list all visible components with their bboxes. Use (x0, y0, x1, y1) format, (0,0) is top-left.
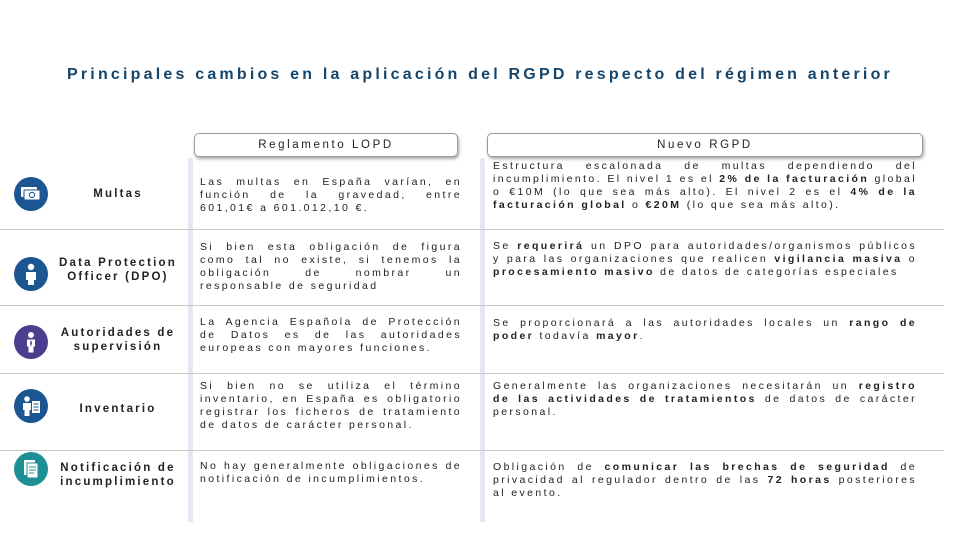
row-divider (0, 450, 944, 451)
rgpd-cell: Generalmente las organizaciones necesitarán un registro de las actividades de tratamientos de datos de carácter personal. (493, 380, 917, 418)
highlight-text: €20M (645, 199, 682, 211)
lopd-cell: La Agencia Española de Protección de Datos es de las autoridades europeas con mayores funciones. (200, 316, 462, 354)
column-divider-lopd (188, 158, 193, 522)
person-icon (14, 257, 48, 291)
column-header-lopd: Reglamento LOPD (194, 133, 458, 157)
rgpd-cell: Estructura escalonada de multas dependiendo del incumplimiento. El nivel 1 es el 2% de la facturación global o €10M (lo que sea más alto). El nivel 2 es el 4% de la facturación global o €20M (lo que sea más alto). (493, 160, 917, 211)
money-icon (14, 177, 48, 211)
rgpd-cell: Se requerirá un DPO para autoridades/organismos públicos y para las organizaciones que realicen vigilancia masiva o procesamiento masivo de datos de categorías especiales (493, 240, 917, 278)
highlight-text: comunicar las brechas de seguridad (604, 461, 890, 473)
highlight-text: 72 horas (767, 474, 832, 486)
highlight-text: rango de poder (493, 317, 917, 342)
row-label: Multas (93, 188, 143, 200)
lopd-cell: Si bien esta obligación de figura como tal no existe, si tenemos la obligación de nombrar un responsable de seguridad (200, 241, 462, 292)
highlight-text: procesamiento masivo (493, 266, 655, 278)
row-label: Autoridades de supervisión (60, 327, 176, 353)
rgpd-cell: Obligación de comunicar las brechas de seguridad de privacidad al regulador dentro de las 72 horas posteriores al evento. (493, 461, 918, 499)
page-title: Principales cambios en la aplicación del RGPD respecto del régimen anterior (67, 66, 893, 83)
highlight-text: 2% de la facturación (719, 173, 870, 185)
lopd-cell: Si bien no se utiliza el término inventario, en España es obligatorio registrar los ficheros de tratamiento de datos de carácter personal. (200, 380, 462, 431)
row-label: Notificación de incumplimiento (60, 462, 176, 488)
highlight-text: vigilancia masiva (774, 253, 903, 265)
notification-document-icon (14, 452, 48, 486)
column-header-rgpd: Nuevo RGPD (487, 133, 923, 157)
highlight-text: 4% de la facturación global (493, 186, 917, 211)
lopd-cell: Las multas en España varían, en función de la gravedad, entre 601,01€ a 601.012,10 €. (200, 176, 462, 214)
row-label: Inventario (79, 403, 157, 415)
row-label: Data Protection Officer (DPO) (59, 257, 177, 283)
supervisor-icon (14, 325, 48, 359)
inventory-icon (14, 389, 48, 423)
highlight-text: mayor (596, 330, 640, 342)
row-divider (0, 229, 944, 230)
rgpd-cell: Se proporcionará a las autoridades locales un rango de poder todavía mayor. (493, 317, 917, 342)
highlight-text: requerirá (517, 240, 585, 252)
lopd-cell: No hay generalmente obligaciones de notificación de incumplimientos. (200, 460, 462, 485)
highlight-text: registro de las actividades de tratamientos (493, 380, 917, 405)
column-divider-rgpd (480, 158, 485, 522)
